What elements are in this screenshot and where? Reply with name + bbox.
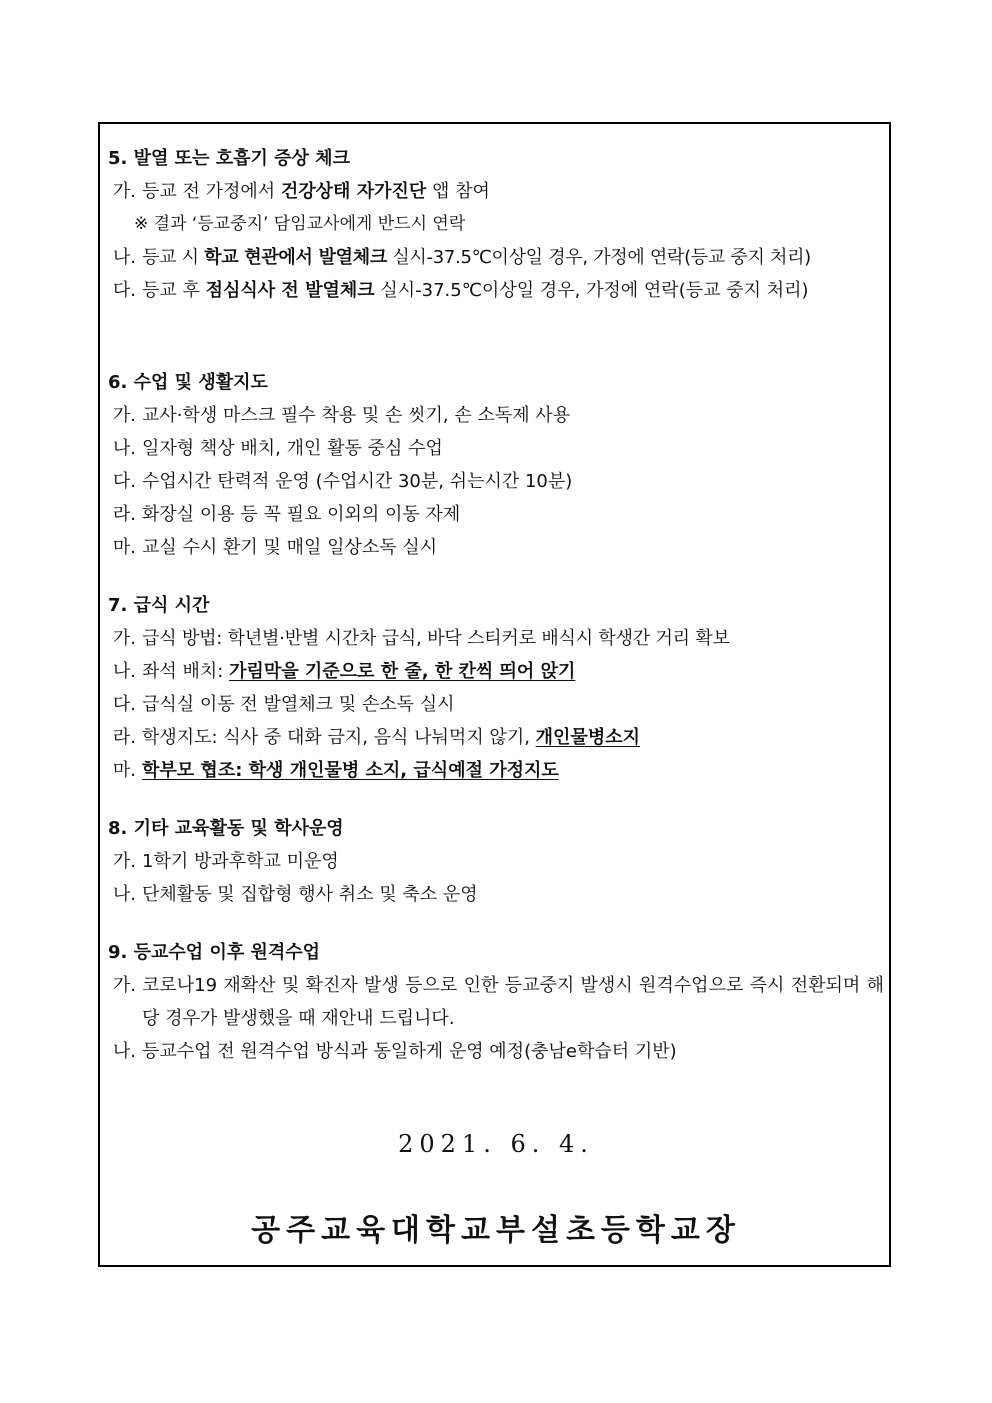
item-text: 일자형 책상 배치, 개인 활동 중심 수업 (142, 438, 443, 459)
section-7-item-d (108, 721, 884, 754)
item-text: 단체활동 및 집합형 행사 취소 및 축소 운영 (142, 884, 478, 905)
item-text: 급식실 이동 전 발열체크 및 손소독 실시 (142, 694, 455, 715)
underlined-emphasis: 학부모 협조: 학생 개인물병 소지, 급식예절 가정지도 (142, 760, 559, 781)
item-marker: 다. (112, 471, 136, 492)
list-item (108, 969, 884, 1035)
section-5-title: 5. 발열 또는 호흡기 증상 체크 (108, 148, 350, 169)
item-text: 화장실 이용 등 꼭 필요 이외의 이동 자제 (142, 504, 461, 525)
section-6-title: 6. 수업 및 생활지도 (108, 372, 268, 393)
section-7 (108, 589, 884, 787)
issuer-signature: 공주교육대학교부설초등학교장 (251, 1213, 741, 1248)
section-6 (108, 366, 884, 564)
document-date: 2021. 6. 4. (398, 1130, 594, 1158)
item-emphasis: 점심식사 전 발열체크 (205, 280, 375, 301)
item-text: 등교수업 전 원격수업 방식과 동일하게 운영 예정(충남e학습터 기반) (142, 1041, 677, 1062)
list-item (108, 465, 884, 498)
item-text: 수업시간 탄력적 운영 (수업시간 30분, 쉬는시간 10분) (142, 471, 573, 492)
section-5 (108, 142, 884, 307)
section-5-item-b (108, 241, 884, 274)
item-text: 1학기 방과후학교 미운영 (142, 851, 339, 872)
item-marker: 가. (112, 628, 136, 649)
item-text: 코로나19 재확산 및 확진자 발생 등으로 인한 등교중지 발생시 원격수업으로 즉시 전환되며 해당 경우가 발생했을 때 재안내 드립니다. (142, 975, 884, 1029)
list-item (108, 1035, 884, 1068)
section-8 (108, 812, 884, 911)
section-9 (108, 936, 884, 1068)
section-7-item-a (108, 622, 884, 655)
item-emphasis: 학교 현관에서 발열체크 (204, 247, 387, 268)
item-text: 등교 후 (142, 280, 206, 301)
item-marker: 가. (112, 851, 136, 872)
item-text: 실시-37.5℃이상일 경우, 가정에 연락(등교 중지 처리) (374, 280, 809, 301)
item-emphasis: 건강상태 자가진단 (280, 181, 427, 202)
item-text: 등교 전 가정에서 (142, 181, 281, 202)
item-marker: 가. (112, 975, 136, 996)
section-5-item-a (108, 175, 884, 208)
item-marker: 나. (112, 884, 136, 905)
item-marker: 다. (112, 694, 136, 715)
item-marker: 라. (112, 504, 136, 525)
underlined-emphasis: 개인물병소지 (535, 727, 640, 748)
item-text: 급식 방법: 학년별·반별 시간차 급식, 바닥 스티커로 배식시 학생간 거리 확보 (142, 628, 730, 649)
item-marker: 나. (112, 438, 136, 459)
item-marker: 라. (112, 727, 136, 748)
item-text: 앱 참여 (426, 181, 490, 202)
item-text: 실시-37.5℃이상일 경우, 가정에 연락(등교 중지 처리) (386, 247, 811, 268)
list-item (108, 845, 884, 878)
section-5-note: ※ 결과 ‘등교중지’ 담임교사에게 반드시 연락 (134, 214, 466, 234)
item-text: 교사·학생 마스크 필수 착용 및 손 씻기, 손 소독제 사용 (142, 405, 571, 426)
underlined-emphasis: 가림막을 기준으로 한 줄, 한 칸씩 띄어 앉기 (229, 661, 576, 682)
list-item (108, 878, 884, 911)
list-item (108, 498, 884, 531)
section-7-title: 7. 급식 시간 (108, 595, 210, 616)
item-text: 교실 수시 환기 및 매일 일상소독 실시 (142, 537, 438, 558)
item-text: 학생지도: 식사 중 대화 금지, 음식 나눠먹지 않기, (142, 727, 536, 748)
section-7-item-c (108, 688, 884, 721)
section-8-title: 8. 기타 교육활동 및 학사운영 (108, 818, 344, 839)
section-7-item-e (108, 754, 884, 787)
item-text: 좌석 배치: (142, 661, 230, 682)
item-marker: 나. (112, 247, 136, 268)
item-marker: 가. (112, 405, 136, 426)
item-marker: 마. (112, 760, 136, 781)
list-item (108, 399, 884, 432)
section-9-title: 9. 등교수업 이후 원격수업 (108, 942, 321, 963)
item-marker: 다. (112, 280, 136, 301)
item-text: 등교 시 (142, 247, 205, 268)
list-item (108, 531, 884, 564)
list-item (108, 432, 884, 465)
section-7-item-b (108, 655, 884, 688)
item-marker: 가. (112, 181, 136, 202)
item-marker: 나. (112, 1041, 136, 1062)
item-marker: 마. (112, 537, 136, 558)
item-marker: 나. (112, 661, 136, 682)
section-5-item-c (108, 274, 884, 307)
